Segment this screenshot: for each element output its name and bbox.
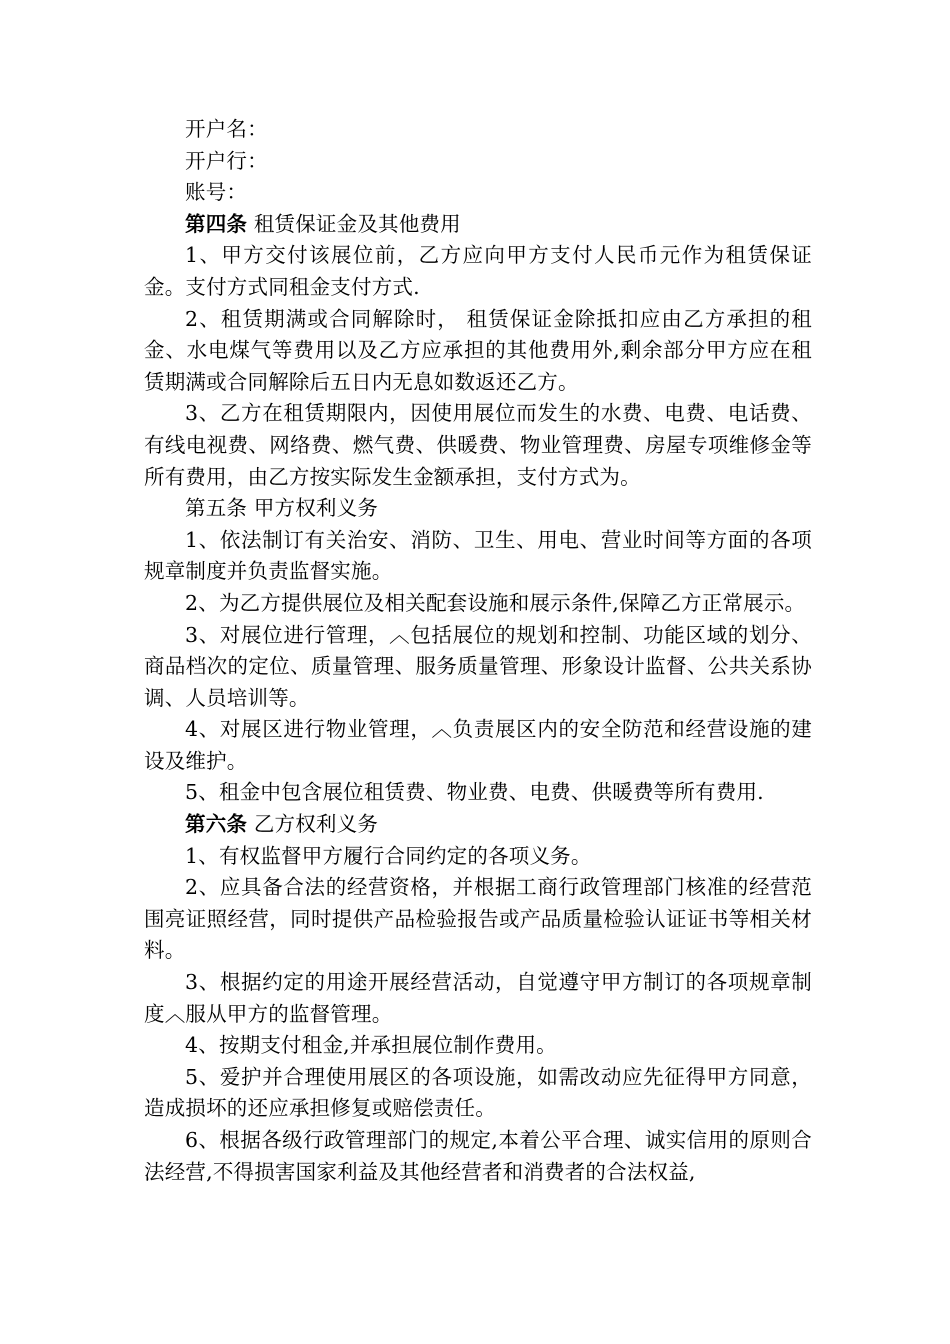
article-6-item-3: 3、根据约定的用途开展经营活动，自觉遵守甲方制订的各项规章制度︿服从甲方的监督管理。 <box>144 970 812 1026</box>
article-4-label: 第四条 <box>185 211 248 236</box>
article-4-item-3: 3、乙方在租赁期限内，因使用展位而发生的水费、电费、电话费、有线电视费、网络费、燃气费、供暖费、物业管理费、房屋专项维修金等所有费用，由乙方按实际发生金额承担，支付方式为。 <box>144 401 812 489</box>
article-4-heading <box>144 209 812 241</box>
account-number-line: 账号： <box>185 180 248 205</box>
article-4-item-1: 1、甲方交付该展位前，乙方应向甲方支付人民币元作为租赁保证金。支付方式同租金支付方式. <box>144 243 812 299</box>
article-5-item-3: 3、对展位进行管理，︿包括展位的规划和控制、功能区域的划分、商品档次的定位、质量管理、服务质量管理、形象设计监督、公共关系协调、人员培训等。 <box>144 622 812 710</box>
article-4-item-2: 2、租赁期满或合同解除时， 租赁保证金除抵扣应由乙方承担的租金、水电煤气等费用以及乙方应承担的其他费用外,剩余部分甲方应在租赁期满或合同解除后五日内无息如数返还乙方。 <box>144 306 812 394</box>
article-6-heading <box>144 809 812 841</box>
article-6-item-5: 5、爱护并合理使用展区的各项设施，如需改动应先征得甲方同意，造成损坏的还应承担修复或赔偿责任。 <box>144 1064 812 1121</box>
article-5-item-4: 4、对展区进行物业管理，︿负责展区内的安全防范和经营设施的建设及维护。 <box>144 717 812 773</box>
article-5-item-5: 5、租金中包含展位租赁费、物业费、电费、供暖费等所有费用. <box>185 780 764 805</box>
article-6-item-1: 1、有权监督甲方履行合同约定的各项义务。 <box>185 843 592 868</box>
bank-line: 开户行： <box>185 148 268 173</box>
article-6-title: 乙方权利义务 <box>247 812 379 837</box>
account-name-line: 开户名： <box>185 117 268 141</box>
article-5-heading: 第五条 甲方权利义务 <box>185 496 379 521</box>
article-4-title: 租赁保证金及其他费用 <box>247 211 461 236</box>
article-5-item-2: 2、为乙方提供展位及相关配套设施和展示条件,保障乙方正常展示。 <box>185 590 806 615</box>
article-6-item-2: 2、应具备合法的经营资格，并根据工商行政管理部门核准的经营范围亮证照经营，同时提供产品检验报告或产品质量检验认证证书等相关材料。 <box>144 875 812 963</box>
article-6-item-6: 6、根据各级行政管理部门的规定,本着公平合理、诚实信用的原则合法经营,不得损害国家利益及其他经营者和消费者的合法权益, <box>144 1128 812 1184</box>
article-5-item-1: 1、依法制订有关治安、消防、卫生、用电、营业时间等方面的各项规章制度并负责监督实施。 <box>144 527 812 584</box>
document-body <box>144 114 812 1188</box>
article-6-label: 第六条 <box>185 812 248 837</box>
article-6-item-4: 4、按期支付租金,并承担展位制作费用。 <box>185 1033 557 1058</box>
